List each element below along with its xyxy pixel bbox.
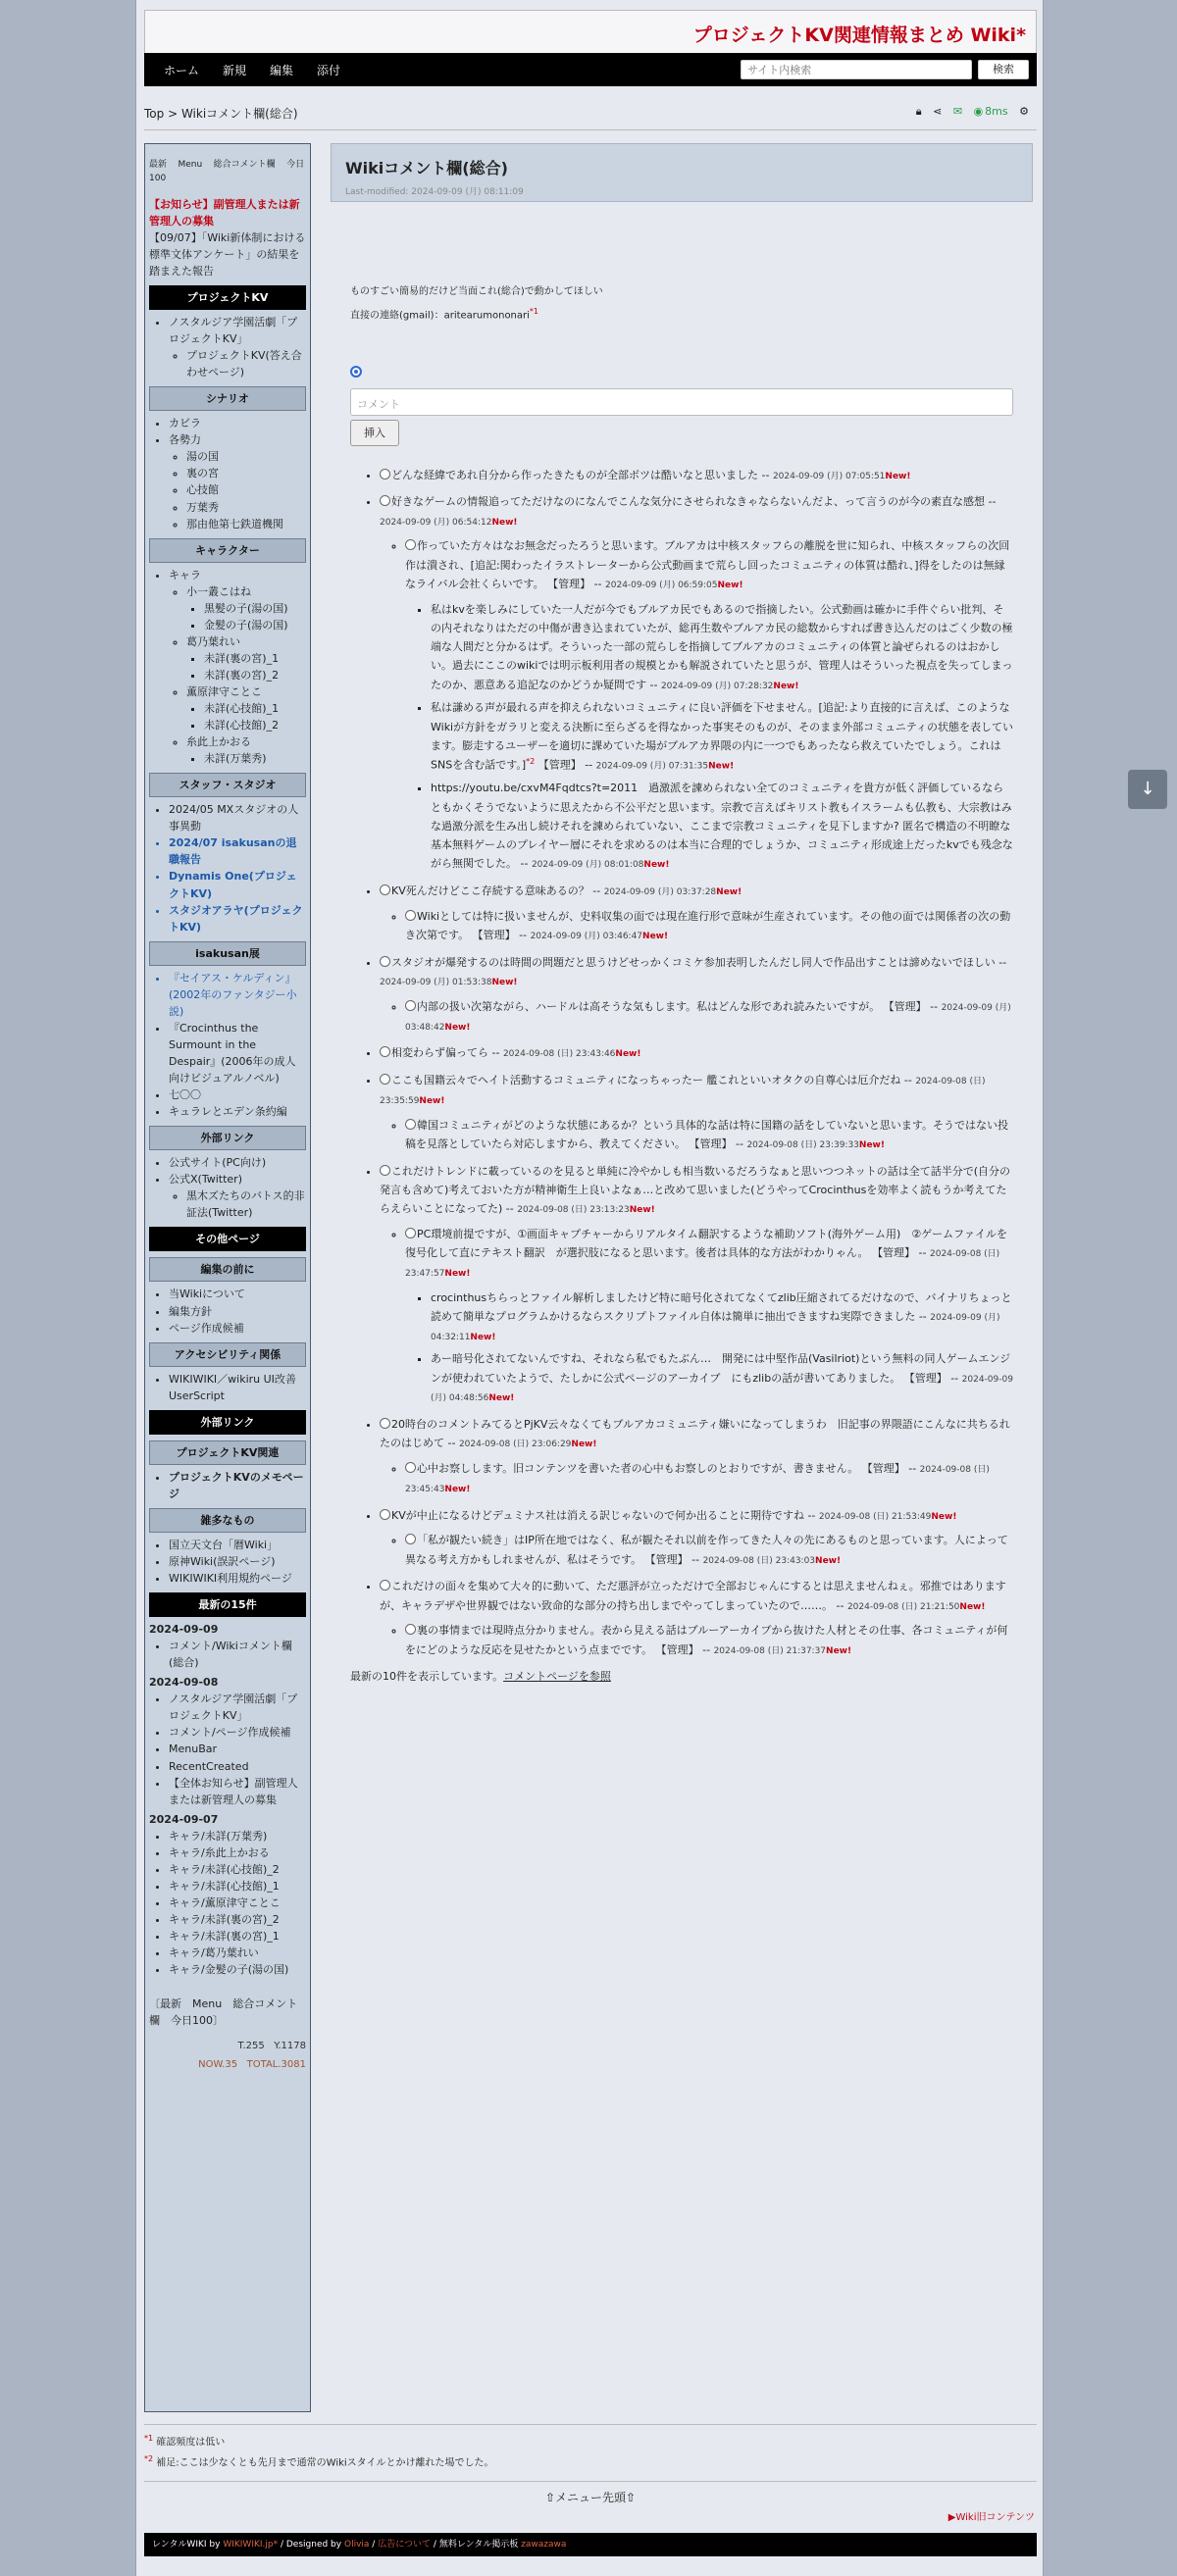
sidebar-item[interactable]: • プロジェクトKVのメモページ <box>169 1469 306 1502</box>
reply-radio[interactable] <box>380 1165 390 1176</box>
recent-item[interactable]: • キャラ/未詳(心技館)_1 <box>169 1878 306 1894</box>
reply-item: ◦ 内部の扱い次第ながら、ハードルは高そうな気もします。私はどんな形であれ読みたいですが。 【管理】 -- 2024-09-09 (月) 03:48:42New! <box>405 997 1013 1036</box>
page <box>135 0 1044 2576</box>
reply-item: ▪ 私は謙める声が最れる声を抑えられないコミュニティに良い評価を下せません。[追記:より直接的に言えば、このようなWikiが方針をガラリと変える決断に至らざるを得なかった事実そのものが、そのまま外部コミュニティの状態を表しています。膨走するユーザーを適切に課めていた場がブルアカ界隈の内に一つでもあったなら救えていたでしょう。これはSNSを含む話です。]$^{*2}$ 【管理】 -- 2024-09-09 (月) 07:31:35New! <box>431 698 1013 775</box>
reply-item: ◦ Wikiとしては特に扱いませんが、史料収集の面では現在進行形で意味が生産されています。その他の面では関係者の次の動き次第です。 【管理】 -- 2024-09-09 (月) 03:46:47New! <box>405 907 1013 945</box>
sidebar-item[interactable]: • 2024/07 isakusanの退職報告 <box>169 834 306 868</box>
comment-item: • 好きなゲームの情報追ってただけなのになんでこんな気分にさせられなきゃならないんだよ、って言うのが今の素直な感想 -- 2024-09-09 (月) 06:54:12New! ◦ 作っていた方々はなお無念だったろうと思います。ブルアカは中核スタッフらの離脱を世に知られ、中核スタッフらの次回作は潰され、[追記:関わったイラストレーターから公式動画まで荒らし回ったコミュニティの体質は酷れ、]得をしたのは無縁なライバル会社くらいです。 【管理】 -- 2024-09-09 (月) 06:59:05New! ▪ 私はkvを楽しみにしていた一人だが今でもブルアカ民でもあるので指摘したい。公式動画は確かに手件ぐらい批判、その内それなりはただの中傷が書き込まれていたが、総再生数やブルアカ民の総数からすれば書き込んだのはごく少数の極端な人間だと分かるはず。そういった一部の荒らしを指摘してブルアカのコミュニティの体質と論ぜられるのはおかしい。過去にここのwikiでは明示板利用者の規模とかも解説されていたと思うが、管理人はそういった視点を失ってしまったのか、悪意ある追記なのかどうか疑問です -- 2024-09-09 (月) 07:28:32New! ▪ 私は謙める声が最れる声を抑えられないコミュニティに良い評価を下せません。[追記:より直接的に言えば、このようなWikiが方針をガラリと変える決断に至らざるを得なかった事実そのものが、そのまま外部コミュニティの状態を表しています。膨走するユーザーを適切に課めていた場がブルアカ界隈の内に一つでもあったなら救えていたでしょう。これはSNSを含む話です。]$^{*2}$ 【管理】 -- 2024-09-09 (月) 07:31:35New! ▪ https://youtu.be/cxvM4Fqdtcs?t=2011 過激派を諫められない全てのコミュニティを貴方が低く評価しているならともかくそうでないように思えたから不公平だと思います。宗教で言えばキリスト教もイスラームも仏教も、大宗教はみな過激分派を生み出し続けそれを諫められていない、ここまで宗教コミュニティを見下しますか? 匿名で構造の不明瞭な基本無料ゲームのプレイヤー層にそれを求めるのは本当に合理的でしょうか、コミュニティ形成途上だったkvでも残念ながら無関でした。 -- 2024-09-09 (月) 08:01:08New! <box>380 492 1013 874</box>
sidebar-notice[interactable]: 【お知らせ】副管理人または新管理人の募集 <box>149 197 300 227</box>
timer-icon: ◉ <box>973 105 984 118</box>
search-input[interactable] <box>741 60 972 79</box>
section-header-character: キャラクター <box>149 538 306 563</box>
reply-radio[interactable] <box>405 910 416 921</box>
recent-item[interactable]: • コメント/Wikiコメント欄(総合) <box>169 1638 306 1671</box>
divider <box>144 129 1037 130</box>
comment-item: • スタジオが爆発するのは時間の問題だと思うけどせっかくコミケ参加表明したんだし同人で作品出すことは諦めないでほしい -- 2024-09-09 (月) 01:53:38New! ◦ 内部の扱い次第ながら、ハードルは高そうな気もします。私はどんな形であれ読みたいですが。 【管理】 -- 2024-09-09 (月) 03:48:42New! <box>380 953 1013 1036</box>
wikiwiki-link[interactable]: WIKIWIKI.jp* <box>223 2540 279 2550</box>
ad-link[interactable]: 広告について <box>378 2540 432 2550</box>
lock-icon[interactable]: 🔒︎ <box>915 105 922 118</box>
sidebar-item[interactable]: • 当Wikiについて <box>169 1286 306 1302</box>
tab-general-comments[interactable]: 総合コメント欄 <box>213 160 276 170</box>
recent-item[interactable]: • キャラ/未詳(心技館)_2 <box>169 1861 306 1878</box>
reply-radio[interactable] <box>380 1509 390 1520</box>
sidebar <box>144 143 311 2412</box>
reply-radio[interactable] <box>380 495 390 506</box>
sidebar-item[interactable]: • 国立天文台「暦Wiki」 <box>169 1537 306 1553</box>
sidebar-item[interactable]: ▪ 未詳(万葉秀) <box>204 750 306 767</box>
reply-radio[interactable] <box>380 469 390 480</box>
recent-item[interactable]: • RecentCreated <box>169 1758 306 1775</box>
counter-now: NOW.35 <box>198 2059 238 2071</box>
sidebar-item[interactable]: • WIKIWIKI利用規約ページ <box>169 1570 306 1587</box>
sidebar-item[interactable]: • キュラレとエデン条約編 <box>169 1103 306 1120</box>
sidebar-item[interactable]: ◦ 湯の国 <box>186 448 306 465</box>
comment-section <box>331 280 1033 1687</box>
reply-item: ◦ PC環境前提ですが、①画面キャプチャーからリアルタイム翻訳するような補助ソフト(海外ゲーム用) ②ゲームファイルを復号化して直にテキスト翻訳 が選択肢になると思います。後者は具体的な方法がわかりゃん。 【管理】 -- 2024-09-08 (日) 23:47:57New! ▪ crocinthusちらっとファイル解析しましたけど特に暗号化されてなくてzlib圧縮されてるだけなので、バイナリちょっと読めて簡単なプログラムかけるならスクリプトファイル自体は簡単に抽出できますね実際できました -- 2024-09-09 (月) 04:32:11New! ▪ あー暗号化されてないんですね、それなら私でもたぶん… 開発には中堅作品(Vasilriot)という無料の同人ゲームエンジンが使われていたようで、たしかに公式ページのアーカイブ にもzlibの話が書いてありました。 【管理】 -- 2024-09-09 (月) 04:48:56New! <box>405 1225 1013 1407</box>
sidebar-item[interactable]: ◦ 裏の宮 <box>186 465 306 481</box>
intro-line: ものすごい簡易的だけど当面これ(総合)で動かしてほしい <box>350 286 603 297</box>
sidebar-item[interactable]: • 七〇〇 <box>169 1086 306 1103</box>
nav-attach[interactable]: 添付 <box>317 64 341 77</box>
reply-radio[interactable] <box>405 1000 416 1011</box>
reply-radio[interactable] <box>380 1074 390 1085</box>
sidebar-item[interactable]: ◦ プロジェクトKV(答え合わせページ) <box>186 347 306 380</box>
scroll-down-button[interactable] <box>1128 770 1167 809</box>
comment-item: • どんな経緯であれ自分から作ったきたものが全部ボツは酷いなと思いました -- 2024-09-09 (月) 07:05:51New! <box>380 466 1013 485</box>
sidebar-item[interactable]: ◦ 那由他第七鉄道機関 <box>186 516 306 532</box>
mail-icon[interactable]: ✉ <box>952 105 963 118</box>
comment-item: • KV死んだけどここ存続する意味あるの？ -- 2024-09-09 (月) 03:37:28New! ◦ Wikiとしては特に扱いませんが、史料収集の面では現在進行形で意味が生産されています。その他の面では関係者の次の動き次第です。 【管理】 -- 2024-09-09 (月) 03:46:47New! <box>380 882 1013 945</box>
section-header-accessibility: アクセシビリティ関係 <box>149 1342 306 1367</box>
recent-item[interactable]: • MenuBar <box>169 1741 306 1757</box>
breadcrumb <box>144 105 298 122</box>
reply-radio[interactable] <box>380 956 390 967</box>
sidebar-item[interactable]: • カビラ <box>169 415 306 431</box>
sidebar-item[interactable]: • 編集方針 <box>169 1303 306 1320</box>
sidebar-bottom-tabs[interactable]: 〔最新 Menu 総合コメント欄 今日100〕 <box>149 1997 298 2028</box>
breadcrumb-current: Wikiコメント欄(総合) <box>180 107 298 121</box>
recent-item[interactable]: • キャラ/薫原津守ことこ <box>169 1894 306 1911</box>
search-button[interactable]: 検索 <box>978 60 1029 79</box>
counter-today: T.255 <box>237 2041 265 2052</box>
sidebar-item[interactable]: ▪ 未詳(心技館)_2 <box>204 717 306 733</box>
tab-menu[interactable]: Menu <box>178 160 203 170</box>
section-header-kv-related: プロジェクトKV関連 <box>149 1440 306 1465</box>
sidebar-item[interactable]: ◦ 心技館 <box>186 481 306 498</box>
sidebar-item[interactable]: ▪ 黒髪の子(湯の国) <box>204 600 306 617</box>
footnote: $^{*2}$ 補足:ここは少なくとも先月まで通常のWikiスタイルとかけ離れた場でした。 <box>144 2454 494 2469</box>
comment-item: • これだけトレンドに載っているのを見ると単純に冷やかしも相当数いるだろうなぁと思いつつネットの話は全て話半分で(自分の発言も含めて)考えておいた方が精神衛生上良いよなぁ…と改めて思いました(どうやってCrocinthusを効率よく読もうか考えてたらえらいことになってた) -- 2024-09-08 (日) 23:13:23New! ◦ PC環境前提ですが、①画面キャプチャーからリアルタイム翻訳するような補助ソフト(海外ゲーム用) ②ゲームファイルを復号化して直にテキスト翻訳 が選択肢になると思います。後者は具体的な方法がわかりゃん。 【管理】 -- 2024-09-08 (日) 23:47:57New! ▪ crocinthusちらっとファイル解析しましたけど特に暗号化されてなくてzlib圧縮されてるだけなので、バイナリちょっと読めて簡単なプログラムかけるならスクリプトファイル自体は簡単に抽出できますね実際できました -- 2024-09-09 (月) 04:32:11New! ▪ あー暗号化されてないんですね、それなら私でもたぶん… 開発には中堅作品(Vasilriot)という無料の同人ゲームエンジンが使われていたようで、たしかに公式ページのアーカイブ にもzlibの話が書いてありました。 【管理】 -- 2024-09-09 (月) 04:48:56New! <box>380 1162 1013 1408</box>
recent-item[interactable]: • キャラ/未詳(裏の宮)_2 <box>169 1911 306 1928</box>
reply-item: ◦ 裏の事情までは現時点分かりません。表から見える話はブルーアーカイブから抜けた人材とその仕事、各コミュニティが何をにどのような反応を見せたかという点までです。 【管理】 -- 2024-09-08 (日) 21:37:37New! <box>405 1621 1013 1659</box>
comment-item: • KVが中止になるけどデュミナス社は消える訳じゃないので何か出ることに期待ですね -- 2024-09-08 (日) 21:53:49New! ◦ 「私が観たい続き」はIP所在地ではなく、私が観たそれ以前を作ってきた人々の先にあるものと思っています。人によって異なる考え方かもしれませんが、私はそうです。 【管理】 -- 2024-09-08 (日) 23:43:03New! <box>380 1506 1013 1570</box>
section-header-isakusan: isakusan展 <box>149 941 306 966</box>
reply-item: ◦ 心中お察しします。旧コンテンツを書いた者の心中もお察しのとおりですが、書きません。 【管理】 -- 2024-09-08 (日) 23:45:43New! <box>405 1459 1013 1498</box>
tab-today100[interactable]: 今日100 <box>149 160 305 184</box>
top-navbar <box>144 53 1037 86</box>
sidebar-item[interactable]: • ページ作成候補 <box>169 1320 306 1337</box>
zawazawa-link[interactable]: zawazawa <box>521 2540 567 2550</box>
site-title[interactable]: プロジェクトKV関連情報まとめ Wiki* <box>692 25 1026 46</box>
sidebar-item[interactable]: ◦ 葛乃葉れい <box>186 633 306 650</box>
reply-item: ▪ 私はkvを楽しみにしていた一人だが今でもブルアカ民でもあるので指摘したい。公式動画は確かに手件ぐらい批判、その内それなりはただの中傷が書き込まれていたが、総再生数やブルアカ民の総数からすれば書き込んだのはごく少数の極端な人間だと分かるはず。そういった一部の荒らしを指摘してブルアカのコミュニティの体質と論ぜられるのはおかしい。過去にここのwikiでは明示板利用者の規模とかも解説されていたと思うが、管理人はそういった視点を失ってしまったのか、悪意ある追記なのかどうか疑問です -- 2024-09-09 (月) 07:28:32New! <box>431 600 1013 695</box>
sidebar-item[interactable]: ▪ 未詳(裏の宮)_1 <box>204 650 306 667</box>
section-header-other: その他ページ <box>149 1227 306 1251</box>
counter-total: TOTAL.3081 <box>246 2059 306 2071</box>
reply-radio[interactable] <box>405 1119 416 1130</box>
comment-item: • 相変わらず偏ってら -- 2024-09-08 (日) 23:43:46New! <box>380 1043 1013 1063</box>
page-title-box <box>331 143 1033 202</box>
sidebar-item[interactable]: • Dynamis One(プロジェクトKV) <box>169 868 306 901</box>
recent-item[interactable]: • キャラ/未詳(裏の宮)_1 <box>169 1928 306 1945</box>
insert-button[interactable]: 挿入 <box>350 420 399 446</box>
breadcrumb-sep: > <box>164 107 181 121</box>
tab-latest[interactable]: 最新 <box>149 160 168 170</box>
nav-edit[interactable]: 編集 <box>270 64 294 77</box>
sidebar-item[interactable]: • 『Crocinthus the Surmount in the Despair』(2006年の成人向けビジュアルノベル) <box>169 1020 306 1086</box>
recent-item[interactable]: • コメント/ページ作成候補 <box>169 1724 306 1741</box>
reply-item: ▪ https://youtu.be/cxvM4Fqdtcs?t=2011 過激派を諫められない全てのコミュニティを貴方が低く評価しているならともかくそうでないように思えたから不公平だと思います。宗教で言えばキリスト教もイスラームも仏教も、大宗教はみな過激分派を生み出し続けそれを諫められていない、ここまで宗教コミュニティを見下しますか? 匿名で構造の不明瞭な基本無料ゲームのプレイヤー層にそれを求めるのは本当に合理的でしょうか、コミュニティ形成途上だったkvでも残念ながら無関でした。 -- 2024-09-09 (月) 08:01:08New! <box>431 779 1013 874</box>
reply-radio[interactable] <box>405 1624 416 1635</box>
reply-item: ◦ 作っていた方々はなお無念だったろうと思います。ブルアカは中核スタッフらの離脱を世に知られ、中核スタッフらの次回作は潰され、[追記:関わったイラストレーターから公式動画まで荒らし回ったコミュニティの体質は酷れ、]得をしたのは無縁なライバル会社くらいです。 【管理】 -- 2024-09-09 (月) 06:59:05New! ▪ 私はkvを楽しみにしていた一人だが今でもブルアカ民でもあるので指摘したい。公式動画は確かに手件ぐらい批判、その内それなりはただの中傷が書き込まれていたが、総再生数やブルアカ民の総数からすれば書き込んだのはごく少数の極端な人間だと分かるはず。そういった一部の荒らしを指摘してブルアカのコミュニティの体質と論ぜられるのはおかしい。過去にここのwikiでは明示板利用者の規模とかも解説されていたと思うが、管理人はそういった視点を失ってしまったのか、悪意ある追記なのかどうか疑問です -- 2024-09-09 (月) 07:28:32New! ▪ 私は謙める声が最れる声を抑えられないコミュニティに良い評価を下せません。[追記:より直接的に言えば、このようなWikiが方針をガラリと変える決断に至らざるを得なかった事実そのものが、そのまま外部コミュニティの状態を表しています。膨走するユーザーを適切に課めていた場がブルアカ界隈の内に一つでもあったなら救えていたでしょう。これはSNSを含む話です。]$^{*2}$ 【管理】 -- 2024-09-09 (月) 07:31:35New! ▪ https://youtu.be/cxvM4Fqdtcs?t=2011 過激派を諫められない全てのコミュニティを貴方が低く評価しているならともかくそうでないように思えたから不公平だと思います。宗教で言えばキリスト教もイスラームも仏教も、大宗教はみな過激分派を生み出し続けそれを諫められていない、ここまで宗教コミュニティを見下しますか? 匿名で構造の不明瞭な基本無料ゲームのプレイヤー層にそれを求めるのは本当に合理的でしょうか、コミュニティ形成途上だったkvでも残念ながら無関でした。 -- 2024-09-09 (月) 08:01:08New! <box>405 536 1013 874</box>
divider <box>144 2481 1037 2482</box>
sidebar-item[interactable]: • 原神Wiki(誤訳ページ) <box>169 1553 306 1570</box>
contact-line: 直接の連絡(gmail)：aritearumononari$^{*1}$ <box>350 307 539 322</box>
sidebar-item[interactable]: ◦ 糸此上かおる <box>186 733 306 750</box>
comment-input[interactable]: コメント <box>350 388 1013 416</box>
section-header-external: 外部リンク <box>149 1126 306 1150</box>
menu-top-link[interactable]: ⇧メニュー先頭⇧ <box>544 2491 637 2504</box>
reply-item: ◦ 韓国コミュニティがどのような状態にあるか？という具体的な話は特に国籍の話をしていないと思います。そうではない投稿を見落としていたら対応しますから、教えてください。 【管理】 -- 2024-09-08 (日) 23:39:33New! <box>405 1116 1013 1154</box>
site-footer: レンタルWIKI by WIKIWIKI.jp* / Designed by Olivia / 広告について / 無料レンタル掲示板 zawazawa <box>144 2533 1037 2556</box>
recent-item[interactable]: • キャラ/葛乃葉れい <box>169 1945 306 1961</box>
recent-item[interactable]: • 【全体お知らせ】副管理人または新管理人の募集 <box>169 1775 306 1808</box>
reply-radio[interactable] <box>405 1462 416 1473</box>
main-content <box>331 143 1033 1687</box>
sidebar-item[interactable]: ◦ 万葉秀 <box>186 499 306 516</box>
sidebar-notice-report[interactable]: 【09/07】「Wiki新体制における標準文体アンケート」の結果を踏まえた報告 <box>149 230 306 278</box>
reply-item: ▪ あー暗号化されてないんですね、それなら私でもたぶん… 開発には中堅作品(Vasilriot)という無料の同人ゲームエンジンが使われていたようで、たしかに公式ページのアーカイブ にもzlibの話が書いてありました。 【管理】 -- 2024-09-09 (月) 04:48:56New! <box>431 1349 1013 1407</box>
old-contents-link[interactable]: ▶Wiki旧コンテンツ <box>947 2512 1035 2523</box>
section-header-kv: プロジェクトKV <box>149 285 306 310</box>
comment-item: • ここも国籍云々でヘイト活動するコミュニティになっちゃったー 艦これといいオタクの自尊心は厄介だね -- 2024-09-08 (日) 23:35:59New! ◦ 韓国コミュニティがどのような状態にあるか？という具体的な話は特に国籍の話をしていないと思います。そうではない投稿を見落としていたら対応しますから、教えてください。 【管理】 -- 2024-09-08 (日) 23:39:33New! <box>380 1071 1013 1154</box>
sidebar-item[interactable]: • WIKIWIKI／wikiru UI改善UserScript <box>169 1371 306 1404</box>
comment-radio[interactable] <box>350 366 362 378</box>
gear-icon[interactable]: ⚙ <box>1019 105 1029 118</box>
reply-radio[interactable] <box>380 1418 390 1429</box>
sidebar-item[interactable]: ▪ 金髪の子(湯の国) <box>204 617 306 633</box>
reply-radio[interactable] <box>380 884 390 895</box>
sidebar-item[interactable]: • キャラ <box>169 567 306 583</box>
sidebar-item[interactable]: ▪ 未詳(裏の宮)_2 <box>204 667 306 683</box>
sidebar-item[interactable]: ◦ 黒木ズたちのバトス的非証法(Twitter) <box>186 1187 306 1221</box>
reply-item: ◦ 「私が観たい続き」はIP所在地ではなく、私が観たそれ以前を作ってきた人々の先にあるものと思っています。人によって異なる考え方かもしれませんが、私はそうです。 【管理】 -- 2024-09-08 (日) 23:43:03New! <box>405 1531 1013 1569</box>
recent-item[interactable]: • キャラ/未詳(万葉秀) <box>169 1828 306 1844</box>
counter-yesterday: Y.1178 <box>274 2041 306 2052</box>
comment-item: • 20時台のコメントみてるとPjKV云々なくてもブルアカコミュニティ嫌いになってしまうわ 旧記事の界隈語にこんなに共ちるれたのはじめて -- 2024-09-08 (日) 23:06:29New! ◦ 心中お察しします。旧コンテンツを書いた者の心中もお察しのとおりですが、書きません。 【管理】 -- 2024-09-08 (日) 23:45:43New! <box>380 1415 1013 1498</box>
breadcrumb-top[interactable]: Top <box>144 107 165 121</box>
section-header-misc: 雑多なもの <box>149 1508 306 1533</box>
last-modified: Last-modified: 2024-09-09 (月) 08:11:09 <box>345 187 524 197</box>
nav-new[interactable]: 新規 <box>223 64 247 77</box>
recent-item[interactable]: • キャラ/糸此上かおる <box>169 1844 306 1861</box>
sidebar-item[interactable]: • ノスタルジア学園活劇「プロジェクトKV」 <box>169 314 306 347</box>
sidebar-item[interactable]: ▪ 未詳(心技館)_1 <box>204 700 306 717</box>
recent-item[interactable]: • ノスタルジア学園活劇「プロジェクトKV」 <box>169 1691 306 1724</box>
sidebar-item[interactable]: • 公式サイト(PC向け) <box>169 1154 306 1171</box>
share-icon[interactable]: ⋖ <box>933 105 943 118</box>
section-header-before-edit: 編集の前に <box>149 1257 306 1282</box>
section-header-staff: スタッフ・スタジオ <box>149 773 306 797</box>
nav-home[interactable]: ホーム <box>164 64 200 77</box>
page-tools <box>908 105 1029 119</box>
designer-link[interactable]: Olivia <box>343 2540 370 2550</box>
reply-radio[interactable] <box>405 1534 416 1544</box>
sidebar-item[interactable]: ◦ 薫原津守ことこ <box>186 683 306 700</box>
sidebar-item[interactable]: • スタジオアラヤ(プロジェクトKV) <box>169 902 306 935</box>
reply-item: ▪ crocinthusちらっとファイル解析しましたけど特に暗号化されてなくてzlib圧縮されてるだけなので、バイナリちょっと読めて簡単なプログラムかけるならスクリプトファイル自体は簡単に抽出できますね実際できました -- 2024-09-09 (月) 04:32:11New! <box>431 1288 1013 1346</box>
reply-radio[interactable] <box>380 1046 390 1057</box>
reply-radio[interactable] <box>405 1228 416 1238</box>
sidebar-item[interactable]: • 公式X(Twitter) <box>169 1171 306 1187</box>
comment-list <box>350 466 1013 1687</box>
comment-footer-note: 最新の10件を表示しています。コメントページを参照 <box>350 1670 611 1684</box>
site-header <box>144 10 1037 53</box>
reply-radio[interactable] <box>380 1580 390 1591</box>
recent-date: 2024-09-09 <box>149 1623 219 1637</box>
comment-item: • これだけの面々を集めて大々的に動いて、ただ悪評が立っただけで全部おじゃんにするとは思えませんねぇ。邪推ではありますが、キャラデザや世界観ではない致命的な部分の持ち出しまでやってしまっていたので……。 -- 2024-09-08 (日) 21:21:50New! ◦ 裏の事情までは現時点分かりません。表から見える話はブルーアーカイブから抜けた人材とその仕事、各コミュニティが何をにどのような反応を見せたかという点までです。 【管理】 -- 2024-09-08 (日) 21:37:37New! <box>380 1577 1013 1659</box>
sidebar-item[interactable]: • 『セイアス・ケルディン』(2002年のファンタジー小説) <box>169 970 306 1020</box>
recent-date: 2024-09-07 <box>149 1812 219 1826</box>
footnotes <box>144 2424 1037 2473</box>
render-time: 8ms <box>985 105 1008 118</box>
comment-page-link[interactable]: コメントページを参照 <box>503 1670 611 1684</box>
page-title: Wikiコメント欄(総合) <box>345 159 508 177</box>
section-header-recent: 最新の15件 <box>149 1592 306 1617</box>
section-header-scenario: シナリオ <box>149 386 306 411</box>
sidebar-item[interactable]: • 各勢力 <box>169 431 306 448</box>
recent-item[interactable]: • キャラ/金髪の子(湯の国) <box>169 1961 306 1978</box>
reply-radio[interactable] <box>405 539 416 550</box>
access-counter <box>149 2037 306 2074</box>
sidebar-item[interactable]: ◦ 小一叢こはね <box>186 583 306 600</box>
recent-date: 2024-09-08 <box>149 1676 219 1690</box>
footnote: $^{*1}$ 確認頻度は低い <box>144 2434 226 2449</box>
arrow-down-icon: ↓ <box>1140 779 1155 799</box>
sidebar-tabs <box>149 158 306 186</box>
section-header-external2: 外部リンク <box>149 1410 306 1435</box>
intro-text <box>350 280 1013 327</box>
sidebar-item[interactable]: • 2024/05 MXスタジオの人事異動 <box>169 801 306 834</box>
